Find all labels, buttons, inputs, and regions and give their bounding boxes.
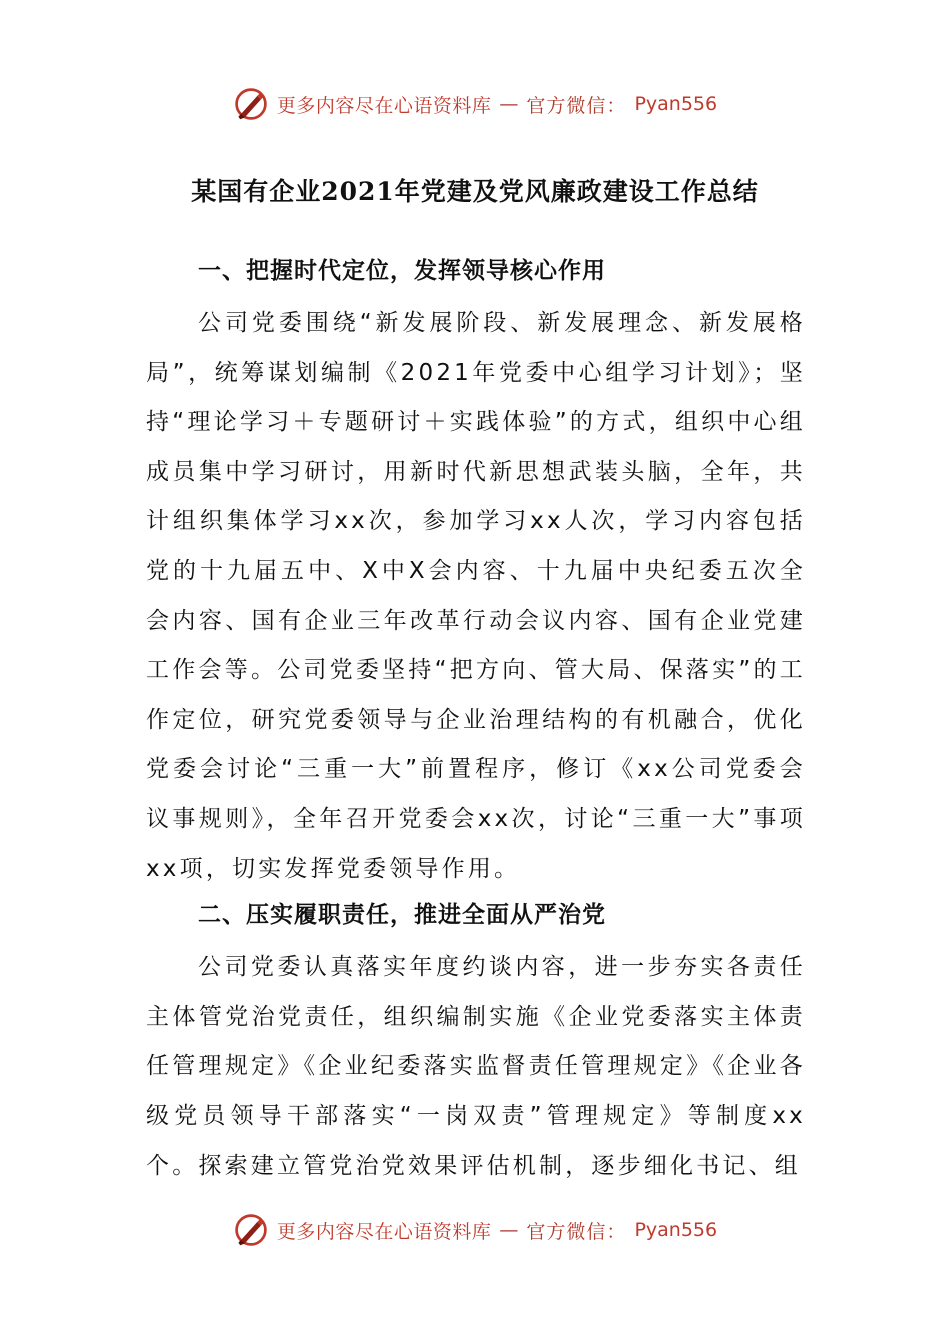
watermark-text: 更多内容尽在心语资料库 [276, 94, 492, 117]
pen-logo-icon [233, 86, 269, 122]
watermark-text: 更多内容尽在心语资料库 [276, 1220, 492, 1243]
watermark-separator: — [499, 1219, 519, 1241]
document-body [146, 250, 806, 1191]
watermark-footer [0, 1208, 950, 1252]
document-title: 某国有企业2021年党建及党风廉政建设工作总结 [191, 177, 759, 206]
watermark-separator: — [499, 93, 519, 115]
pen-logo-icon [233, 1212, 269, 1248]
watermark-header [0, 82, 950, 126]
watermark-contact-label: 官方微信： [526, 94, 627, 117]
watermark-contact-id: Pyan556 [634, 1219, 718, 1241]
section-heading-2: 二、压实履职责任，推进全面从严治党 [198, 902, 606, 929]
watermark-contact-id: Pyan556 [634, 93, 718, 115]
section-paragraph-2: 公司党委认真落实年度约谈内容，进一步夯实各责任主体管党治党责任，组织编制实施《企业党委落实主体责任管理规定》《企业纪委落实监督责任管理规定》《企业各级党员领导干部落实“一岗双责”管理规定》等制度xx个。探索建立管党治党效果评估机制，逐步细化书记、组 [146, 954, 806, 1179]
section-heading-1: 一、把握时代定位，发挥领导核心作用 [198, 258, 606, 284]
watermark-contact-label: 官方微信： [526, 1220, 627, 1243]
section-paragraph-1: 公司党委围绕“新发展阶段、新发展理念、新发展格局”，统筹谋划编制《2021年党委中心组学习计划》；坚持“理论学习＋专题研讨＋实践体验”的方式，组织中心组成员集中学习研讨，用新时代新思想武装头脑，全年，共计组织集体学习xx次，参加学习xx人次，学习内容包括党的十九届五中、X中X会内容、十九届中央纪委五次全会内容、国有企业三年改革行动会议内容、国有企业党建工作会等。公司党委坚持“把方向、管大局、保落实”的工作定位，研究党委领导与企业治理结构的有机融合，优化党委会讨论“三重一大”前置程序，修订《xx公司党委会议事规则》，全年召开党委会xx次，讨论“三重一大”事项xx项，切实发挥党委领导作用。 [146, 310, 806, 882]
